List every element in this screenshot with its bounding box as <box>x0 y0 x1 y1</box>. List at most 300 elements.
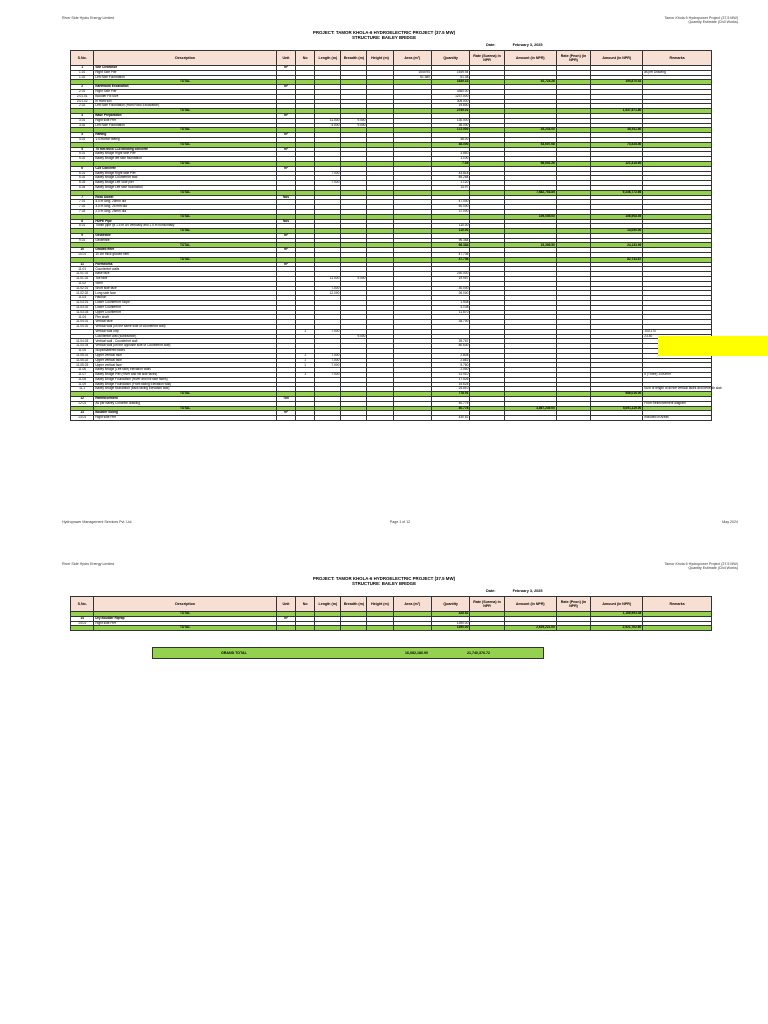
table-cell: Geotextile <box>94 238 277 243</box>
column-header: Unit <box>276 597 295 612</box>
table-cell: 7.000 <box>315 363 341 368</box>
table-cell: Right Side Pier <box>94 70 277 75</box>
company-name: River Side Hydro Energy Limited <box>62 562 115 566</box>
table-cell: 48.00 <box>431 137 469 142</box>
table-cell: 100.170 <box>643 329 712 334</box>
table-cell: 7.000 <box>315 353 341 358</box>
table-cell <box>71 626 94 631</box>
table-cell: 4.000 <box>315 123 341 128</box>
table-cell: 40.778 <box>431 401 469 406</box>
table-cell: Rafting <box>94 133 277 138</box>
table-cell: 35,233.00 <box>504 128 556 133</box>
table-cell: Right side Pier <box>94 621 277 626</box>
table-cell: 1:4 mortar rafting <box>94 137 277 142</box>
table-cell: TOTAL <box>94 229 277 234</box>
table-cell: 1.938 <box>431 301 469 306</box>
table-cell: Lower Counterfort <box>94 305 277 310</box>
table-cell: TOTAL <box>94 142 277 147</box>
column-header: Remarks <box>643 51 712 66</box>
table-cell: 15,399.50 <box>504 243 556 248</box>
table-cell: 7.000 <box>315 358 341 363</box>
table-cell: TOTAL <box>94 406 277 411</box>
project-short-name: Tamor Khola 6 Hydropower Project (37.5 MW) <box>664 562 738 566</box>
table-cell: 195,870.52 <box>591 80 643 85</box>
table-cell: 8 <box>71 219 94 224</box>
footer-center: Page 1 of 12 <box>389 520 411 524</box>
table-cell: 1 <box>296 353 315 358</box>
table-cell: 1 <box>296 373 315 378</box>
table-cell: Right Side Pier <box>94 89 277 94</box>
structure-title: STRUCTURE: BAILEY BRIDGE <box>351 581 417 586</box>
table-cell: 230.000 <box>431 272 469 277</box>
column-header: No <box>296 51 315 66</box>
table-cell: 1390.00 <box>431 626 469 631</box>
table-cell: 11.01.01 <box>71 272 94 277</box>
table-cell: 13 <box>71 411 94 416</box>
table-cell: TOTAL <box>94 257 277 262</box>
table-cell: Lower Counterfort Slope <box>94 301 277 306</box>
table-cell: Left Side Foundation <box>94 123 277 128</box>
table-cell: 53,607.68 <box>504 142 556 147</box>
table-cell: Left Side Foundation (Hard Rock Excavation) <box>94 104 277 109</box>
table-cell: 9.01 <box>71 238 94 243</box>
table-cell: 11.05.03 <box>71 363 94 368</box>
table-cell: 2.862 <box>431 358 469 363</box>
column-header: Quantity <box>431 597 469 612</box>
table-cell: as per Drawing <box>643 70 712 75</box>
table-cell: 92,724.26 <box>504 80 556 85</box>
table-cell: 56,651.26 <box>504 161 556 166</box>
column-header: Quantity <box>431 51 469 66</box>
project-short-name: Tamor Khola 6 Hydropower Project (37.5 MW) <box>664 16 738 20</box>
table-cell: 2.02 <box>71 104 94 109</box>
table-cell: 38,911.80 <box>591 128 643 133</box>
table-cell: 4.01 <box>71 137 94 142</box>
table-header-row <box>71 51 712 66</box>
table-cell: 14 <box>71 616 94 621</box>
table-cell: 11.02.02 <box>71 291 94 296</box>
table-cell: 11.04.02 <box>71 325 94 330</box>
column-header: Length (m) <box>315 597 341 612</box>
table-cell <box>556 626 590 631</box>
table-cell: TOTAL <box>94 392 277 397</box>
table-cell: m³ <box>276 248 295 253</box>
table-cell: 2759.02 <box>431 109 469 114</box>
table-cell: 3 <box>71 113 94 118</box>
table-cell: 2.01.01 <box>71 94 94 99</box>
table-cell: 12.000 <box>315 291 341 296</box>
table-cell: 2.808 <box>431 353 469 358</box>
total-row <box>71 626 712 631</box>
table-cell <box>470 416 504 421</box>
table-cell: 11.05.01 <box>71 353 94 358</box>
table-cell: 5.780 <box>431 363 469 368</box>
table-cell: TOTAL <box>94 128 277 133</box>
table-cell <box>504 416 556 421</box>
column-header: Amount (in NPR) <box>591 51 643 66</box>
quantity-table-page-1 <box>70 50 722 421</box>
table-cell: 73,528.80 <box>591 142 643 147</box>
column-header: Height (m) <box>367 51 393 66</box>
table-cell: 43.818 <box>431 171 469 176</box>
table-cell: 7.000 <box>315 373 341 378</box>
table-cell: 11.03 <box>71 296 94 301</box>
table-cell: 110.00 <box>431 224 469 229</box>
column-header: Height (m) <box>367 597 393 612</box>
table-cell: 2.01.02 <box>71 99 94 104</box>
table-cell: 2,619,221.00 <box>504 626 556 631</box>
table-cell <box>276 416 295 421</box>
column-header: Amount (in NPR) <box>504 597 556 612</box>
table-cell: 11.05.02 <box>71 358 94 363</box>
table-cell: 11.06 <box>71 368 94 373</box>
table-cell: 11.05 <box>71 349 94 354</box>
table-cell: 7.08 <box>431 161 469 166</box>
table-cell: 4.108 <box>431 305 469 310</box>
table-cell: 11.09 <box>71 382 94 387</box>
table-cell: 4 <box>71 133 94 138</box>
table-cell: 11.04.04 <box>71 344 94 349</box>
table-cell: Sum of length of all the vertical faces and beneath slab <box>644 386 722 391</box>
table-cell: 1549.94 <box>393 70 431 75</box>
table-cell: 3.01 <box>71 118 94 123</box>
table-cell: 47.736 <box>431 257 469 262</box>
table-cell: 75mm pipe @ 1.5 m c/c vertically and 1.5 m horizontally <box>94 224 277 229</box>
table-cell <box>393 416 431 421</box>
table-cell <box>315 626 341 631</box>
table-cell: 11.07 <box>71 373 94 378</box>
table-cell: 2.0 m long, 25mm dia <box>94 209 277 214</box>
table-cell: 14.01 <box>71 621 94 626</box>
table-cell: m³ <box>276 411 295 416</box>
table-cell: 6.02 <box>71 176 94 181</box>
table-cell: Upper vertical face <box>94 363 277 368</box>
column-header: Remarks <box>643 597 712 612</box>
table-cell <box>367 416 393 421</box>
table-cell: 6 <box>71 166 94 171</box>
table-cell: Bailey Bridge Right side Pier <box>94 171 277 176</box>
table-cell: 8.01 <box>71 224 94 229</box>
table-cell: 61.380 <box>393 75 431 80</box>
table-cell: TOTAL <box>94 626 277 631</box>
table-cell: Nos <box>276 195 295 200</box>
table-cell: Right side Pier <box>94 416 277 421</box>
grand-total-bar <box>152 647 544 659</box>
column-header: Unit <box>276 51 295 66</box>
table-cell <box>341 416 367 421</box>
table-cell: 3.02 <box>71 123 94 128</box>
table-cell: 7.03 <box>71 209 94 214</box>
grand-total-label: GRAND TOTAL <box>221 651 247 655</box>
column-header: Breadth (m) <box>341 597 367 612</box>
company-name: River Side Hydro Energy Limited <box>62 16 115 20</box>
table-cell: 11.03.01 <box>71 301 94 306</box>
table-cell: 12 <box>71 396 94 401</box>
table-header-row <box>71 597 712 612</box>
table-cell: Bailey Bridge Left Side pier <box>94 181 277 186</box>
page-2 <box>0 562 768 682</box>
table-cell: 11.1 <box>71 387 94 392</box>
table-cell: 5.02 <box>71 157 94 162</box>
column-header: Rate (Peon) (in NPR) <box>556 597 590 612</box>
table-cell: 1.100 <box>431 157 469 162</box>
table-cell: 13.01 <box>71 416 94 421</box>
table-cell <box>393 626 431 631</box>
table-cell: TOTAL <box>94 80 277 85</box>
table-cell: 1.02 <box>71 75 94 80</box>
table-cell: 75 mm thick C15 blinding concrete <box>94 147 277 152</box>
table-cell: Left Side Foundation <box>94 75 277 80</box>
table-cell: Long side face <box>94 291 277 296</box>
column-header: Amount (in NPR) <box>591 597 643 612</box>
table-cell <box>367 626 393 631</box>
table-cell: 11.03.03 <box>71 310 94 315</box>
table-cell: 96.384 <box>431 243 469 248</box>
table-cell: Earthwork Excavation <box>94 85 277 90</box>
table-cell: 39.767 <box>431 339 469 344</box>
column-header: Area (m²) <box>393 51 431 66</box>
table-cell: Bailey Bridge Foundation (River and hill side faces) <box>94 377 277 382</box>
table-cell <box>643 626 712 631</box>
table-cell: 26.000 <box>431 291 469 296</box>
table-cell: Nos <box>276 219 295 224</box>
table-cell: 11.01.02 <box>71 277 94 282</box>
table-cell: Counterfort wall (subtraction) <box>94 334 277 339</box>
column-header: Description <box>94 51 277 66</box>
table-cell: 10 <box>71 248 94 253</box>
table-cell: 5 (Three) 1000mm <box>643 373 712 378</box>
table-cell: 50.000 <box>431 205 469 210</box>
table-cell: m² <box>276 66 295 71</box>
column-header: Breadth (m) <box>341 51 367 66</box>
table-cell <box>296 416 315 421</box>
table-cell: m³ <box>276 85 295 90</box>
table-cell: Toe face <box>94 277 277 282</box>
table-cell: 4360.00 <box>431 89 469 94</box>
table-cell: Bailey Bridge Counterfort wall <box>94 176 277 181</box>
table-cell: 7.01 <box>71 200 94 205</box>
table-cell: 9.000 <box>341 334 367 339</box>
table-cell: TOTAL <box>94 214 277 219</box>
table-cell: 7.000 <box>315 329 341 334</box>
table-cell: Bailey Bridge (Left side) elevation walls <box>94 368 277 373</box>
highlighted-cell <box>658 336 768 356</box>
document-subtitle: Quantity Estimate (Civil Works) <box>688 20 738 25</box>
table-cell: 6.01 <box>71 171 94 176</box>
table-cell: 48.000 <box>431 142 469 147</box>
column-header: Length (m) <box>315 51 341 66</box>
table-cell: Ton <box>276 396 295 401</box>
table-cell: 11.04.01 <box>71 320 94 325</box>
table-cell: 11.02 <box>71 281 94 286</box>
table-cell: HDPE Pipe <box>94 219 277 224</box>
table-cell: 9.000 <box>341 277 367 282</box>
table-cell: 19.800 <box>431 104 469 109</box>
table-cell: 89.284 <box>431 176 469 181</box>
table-cell: 3,867,239.00 <box>504 406 556 411</box>
table-cell: 11.03.02 <box>71 305 94 310</box>
table-cell <box>296 626 315 631</box>
table-cell: 305.000 <box>431 99 469 104</box>
table-cell: 3.850 <box>431 152 469 157</box>
quantity-table-page-2 <box>70 596 712 631</box>
table-cell: 986,016.00 <box>591 392 643 397</box>
table-cell: 30.000 <box>431 286 469 291</box>
table-cell: TOTAL <box>94 243 277 248</box>
table-cell: 2,921,762.60 <box>591 626 643 631</box>
table-cell: Upper vertical face <box>94 353 277 358</box>
table-cell: 5.01 <box>71 152 94 157</box>
grand-total-surena: 16,082,186.90 <box>405 651 428 655</box>
table-cell: 3.0 m long, 25 mm dia <box>94 205 277 210</box>
table-cell: 130.000 <box>431 118 469 123</box>
table-cell: TOTAL <box>94 190 277 195</box>
table-cell: 11.04 <box>71 315 94 320</box>
table-cell: Boulder Soling <box>94 411 277 416</box>
table-cell: Graded filter <box>94 248 277 253</box>
table-cell: Haunch <box>94 296 277 301</box>
project-title: PROJECT: TAMOR KHOLA-6 HYDROELECTRIC PROJECT (37.5 MW) <box>312 576 456 581</box>
column-header: Rate (Peon) (in NPR) <box>556 51 590 66</box>
table-cell: 1390.00 <box>431 621 469 626</box>
date-value: February 3, 2025 <box>512 589 543 593</box>
table-cell: Included in Areas <box>643 416 712 421</box>
column-header: Rate (Surena) in NPR <box>470 597 504 612</box>
table-cell: 2 <box>71 85 94 90</box>
footer-left: Hydropower Management Services Pvt. Ltd. <box>62 520 133 524</box>
date-label: Date: <box>486 43 496 47</box>
table-cell: 11.08 <box>71 377 94 382</box>
table-cell: m³ <box>276 147 295 152</box>
table-cell: 7 <box>71 195 94 200</box>
table-cell: Short side face <box>94 286 277 291</box>
footer-right: May 2024 <box>722 520 738 524</box>
table-cell: 17.526 <box>431 377 469 382</box>
table-cell <box>591 416 643 421</box>
table-cell: Bailey Bridge foundation (back facing Elevation wall) <box>94 387 277 392</box>
project-title: PROJECT: TAMOR KHOLA-6 HYDROELECTRIC PROJECT (37.5 MW) <box>312 30 456 35</box>
table-cell: 82,744.87 <box>591 257 643 262</box>
table-cell: 121,418.60 <box>591 161 643 166</box>
document-subtitle: Quantity Estimate (Civil Works) <box>688 566 738 571</box>
table-cell: Reinforcement <box>94 396 277 401</box>
column-header: Description <box>94 597 277 612</box>
table-cell: 1,537,571.80 <box>591 109 643 114</box>
table-cell: Boulder Fill Size <box>94 94 277 99</box>
structure-title: STRUCTURE: BAILEY BRIDGE <box>351 35 417 40</box>
table-cell: Base Preparation <box>94 113 277 118</box>
table-cell: 7.02 <box>71 205 94 210</box>
table-cell: Dry Boulder Riprap <box>94 616 277 621</box>
column-header: Rate (Surena) in NPR <box>470 51 504 66</box>
table-cell: 11.04.03 <box>71 339 94 344</box>
table-cell: 7,682,753.85 <box>504 190 556 195</box>
table-cell: 24,133.99 <box>591 243 643 248</box>
table-cell: TOTAL <box>94 612 277 617</box>
table-cell: 778.91 <box>431 392 469 397</box>
table-cell: m³ <box>276 616 295 621</box>
table-cell: 31.910 <box>431 373 469 378</box>
table-cell: Vertical wall only <box>94 329 277 334</box>
table-cell: TOTAL <box>94 109 277 114</box>
table-cell: 14.97 <box>431 185 469 190</box>
table-cell: m² <box>276 233 295 238</box>
table-cell: 47.000 <box>431 200 469 205</box>
table-cell: 1 <box>296 363 315 368</box>
table-cell: 1237.000 <box>431 94 469 99</box>
table-cell: 80.630 <box>431 344 469 349</box>
table-cell: 1549.94 <box>431 70 469 75</box>
table-cell: 11.02.01 <box>71 286 94 291</box>
table-cell: Base face <box>94 272 277 277</box>
table-cell: Vertical wall - Counterfort wall <box>94 339 277 344</box>
table-cell: 1,166,993.48 <box>591 612 643 617</box>
table-cell: 1 <box>296 358 315 363</box>
table-cell: 9,246,772.66 <box>591 190 643 195</box>
table-cell: 172.000 <box>431 128 469 133</box>
table-cell: 9 <box>71 233 94 238</box>
column-header: S.No. <box>71 597 94 612</box>
table-cell: m³ <box>276 166 295 171</box>
table-cell: 10.01 <box>71 253 94 258</box>
table-cell: 2.050 <box>431 368 469 373</box>
table-cell: In Hard soil <box>94 99 277 104</box>
table-cell: Pier shaft <box>94 315 277 320</box>
table-cell: 7.000 <box>315 171 341 176</box>
grand-total-peon: 21,740,376.72 <box>467 651 490 655</box>
table-cell: 40.778 <box>431 406 469 411</box>
table-cell: 25.810 <box>431 387 469 392</box>
table-cell: Site Clearance <box>94 66 277 71</box>
table-cell: 5,091,119.00 <box>591 406 643 411</box>
table-cell: m² <box>276 113 295 118</box>
column-header: Area (m²) <box>393 597 431 612</box>
table-cell: Vertical wall (on the opposite side of Counterfort wall) <box>94 344 277 349</box>
table-cell: 4.0 m long, 25mm dia <box>94 200 277 205</box>
table-cell: Bailey Bridge Pier (River and hill side faces) <box>94 373 277 378</box>
table-row <box>71 416 712 421</box>
table-cell: 15.625 <box>431 382 469 387</box>
header-right <box>665 16 739 25</box>
table-cell: Stem <box>94 281 277 286</box>
table-cell: 1649.33 <box>431 80 469 85</box>
table-cell: 110.00 <box>431 229 469 234</box>
table-cell: Rock Dowel <box>94 195 277 200</box>
table-cell <box>341 626 367 631</box>
table-cell: 156,908.55 <box>591 214 643 219</box>
table-cell: Bailey Bridge Left side foundation <box>94 185 277 190</box>
table-cell: 35.700 <box>431 320 469 325</box>
table-cell: 19.957 <box>431 277 469 282</box>
table-cell: 9.000 <box>341 123 367 128</box>
table-cell: 1.120 <box>431 181 469 186</box>
table-cell: 2.01 <box>71 89 94 94</box>
table-cell: As per Bailey Concrete drawing <box>94 401 277 406</box>
table-cell: 6.03 <box>71 181 94 186</box>
table-cell <box>470 626 504 631</box>
table-cell: 12.01 <box>71 401 94 406</box>
table-cell: Bailey Bridge left side foundation <box>94 157 277 162</box>
table-cell: C25 Concrete <box>94 166 277 171</box>
column-header: No <box>296 597 315 612</box>
table-cell: Slope/Battered faces <box>94 349 277 354</box>
table-cell: 10 cm thick graded filter <box>94 253 277 258</box>
table-cell: m² <box>276 133 295 138</box>
table-cell: 61.38 <box>431 75 469 80</box>
table-cell: Vertical wall (on the same side of counterfort wall) <box>94 325 277 330</box>
table-cell <box>556 416 590 421</box>
table-cell: 9.000 <box>341 118 367 123</box>
